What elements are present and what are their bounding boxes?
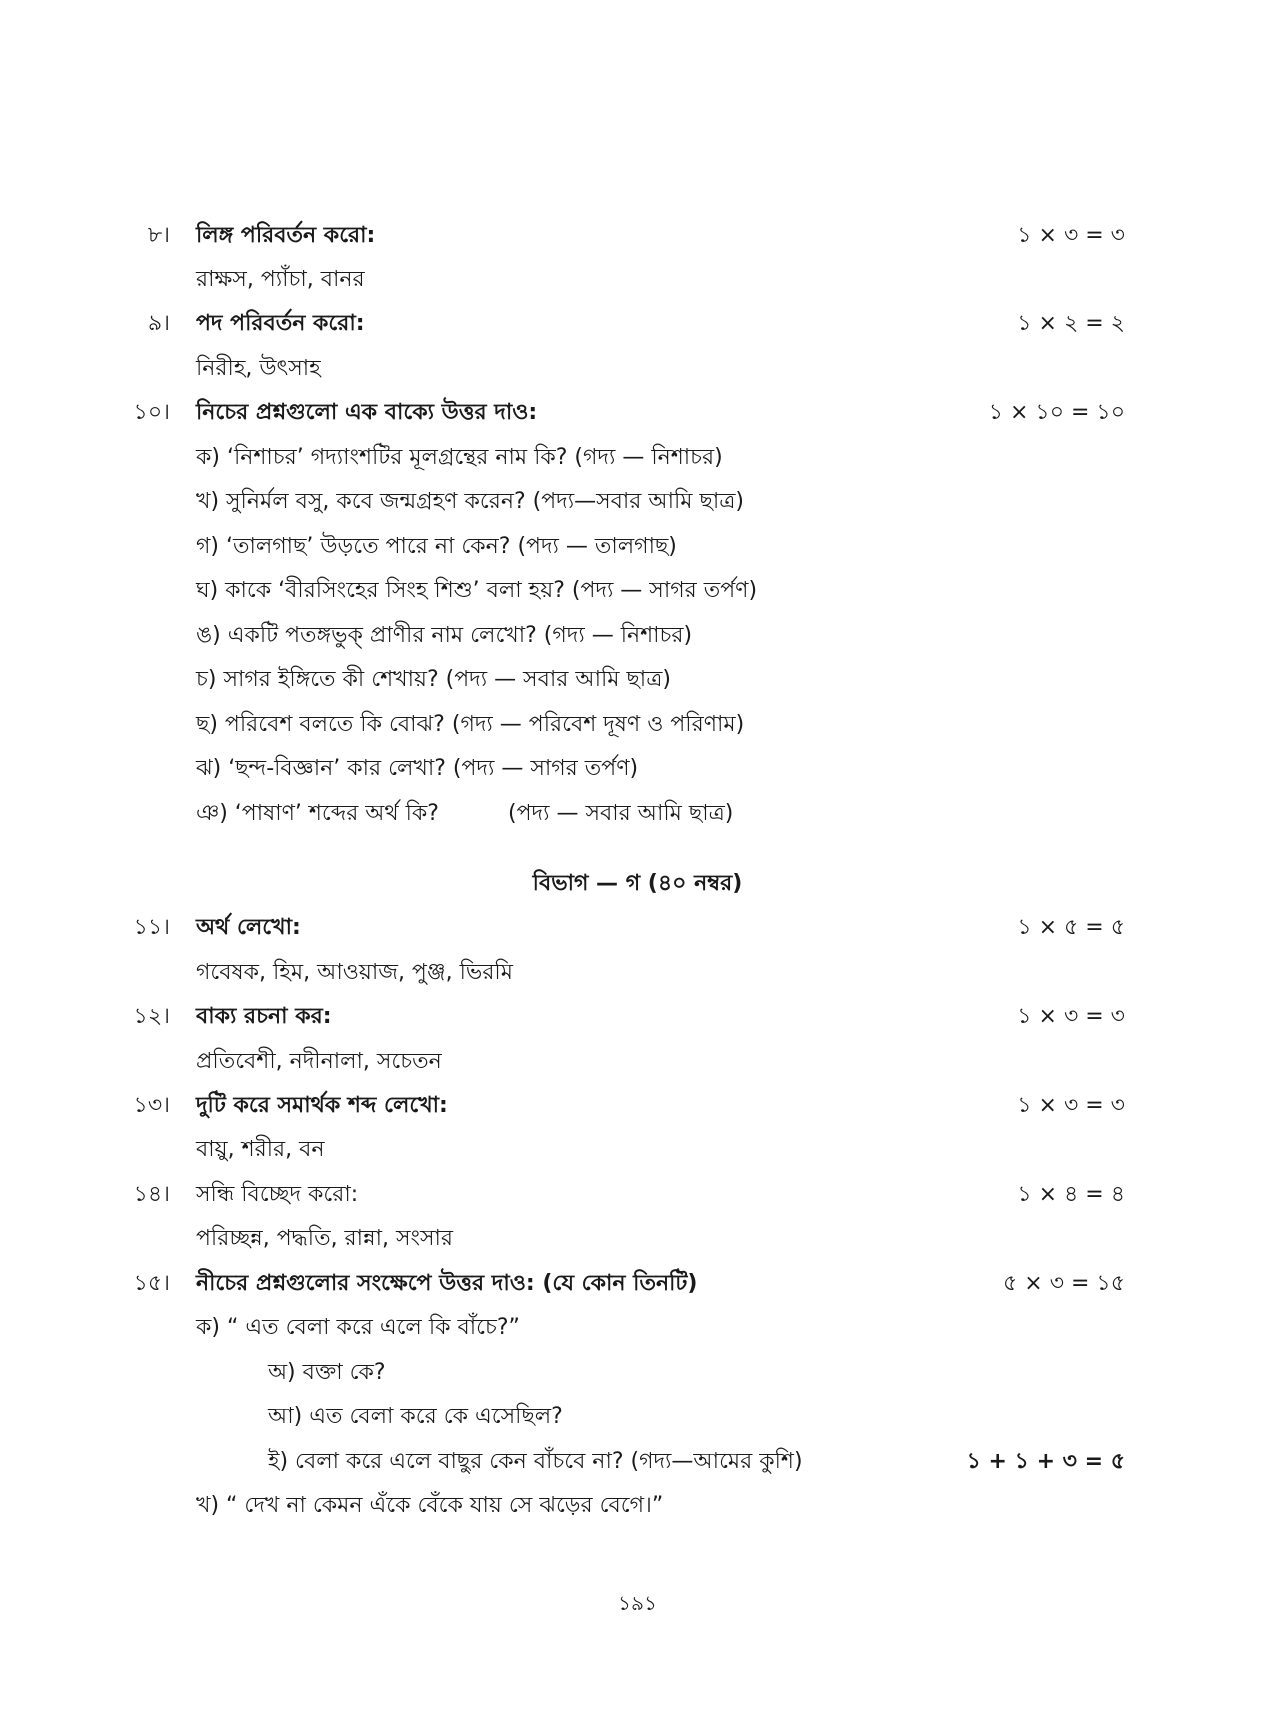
list-item: [0, 527, 1275, 567]
question-number: ১৩।: [133, 1093, 170, 1118]
list-item: [0, 1397, 1275, 1437]
question-12-content: [0, 1042, 1275, 1082]
list-item: [0, 482, 1275, 522]
question-marks: ১ × ১০ = ১০: [988, 400, 1125, 425]
sub-question: গ) ‘তালগাছ’ উড়তে পারে না কেন? (পদ্য — তালগাছ): [196, 534, 677, 559]
section-heading: বিভাগ — গ (৪০ নম্বর): [532, 871, 743, 896]
question-8-content: [0, 260, 1275, 300]
question-11: [0, 908, 1275, 948]
question-9: [0, 304, 1275, 344]
question-title: অর্থ লেখো:: [196, 915, 301, 940]
sub-question: ঘ) কাকে ‘বীরসিংহের সিংহ শিশু’ বলা হয়? (পদ্য — সাগর তর্পণ): [196, 578, 758, 603]
question-number: ৮।: [147, 223, 170, 248]
question-15: [0, 1264, 1275, 1304]
sub-sub-question: অ) বক্তা কে?: [268, 1360, 386, 1385]
list-item: [0, 1353, 1275, 1393]
question-marks: ৫ × ৩ = ১৫: [1003, 1271, 1125, 1296]
list-item: [0, 1308, 1275, 1348]
question-title: লিঙ্গ পরিবর্তন করো:: [196, 223, 376, 248]
list-item: [0, 794, 1275, 834]
question-12: [0, 997, 1275, 1037]
question-number: ১২।: [133, 1004, 170, 1029]
question-title: পদ পরিবর্তন করো:: [196, 311, 365, 336]
question-8: [0, 216, 1275, 256]
list-item: [0, 438, 1275, 478]
list-item: [0, 616, 1275, 656]
sub-question: ঙ) একটি পতঙ্গভুক্ প্রাণীর নাম লেখো? (গদ্য — নিশাচর): [196, 623, 693, 648]
list-item: [0, 749, 1275, 789]
sub-question: ঝ) ‘ছন্দ-বিজ্ঞান’ কার লেখা? (পদ্য — সাগর তর্পণ): [196, 756, 639, 781]
question-9-content: [0, 349, 1275, 389]
question-number: ৯।: [147, 311, 170, 336]
list-item: [0, 571, 1275, 611]
question-title: দুটি করে সমার্থক শব্দ লেখো:: [196, 1093, 448, 1118]
page-number: ১৯১: [618, 1591, 657, 1615]
question-title: সন্ধি বিচ্ছেদ করো:: [196, 1182, 359, 1207]
sub-question: ছ) পরিবেশ বলতে কি বোঝ? (গদ্য — পরিবেশ দূষণ ও পরিণাম): [196, 712, 745, 737]
list-item: [0, 705, 1275, 745]
question-number: ১৫।: [133, 1271, 170, 1296]
list-item: [0, 660, 1275, 700]
list-item: [0, 1442, 1275, 1482]
question-marks: ১ × ২ = ২: [1017, 311, 1125, 336]
sub-question: ক) “ এত বেলা করে এলে কি বাঁচে?”: [196, 1315, 520, 1340]
sub-question-marks: ১ + ১ + ৩ = ৫: [966, 1449, 1125, 1474]
question-marks: ১ × ৩ = ৩: [1017, 1093, 1125, 1118]
list-item: [0, 1486, 1275, 1526]
sub-sub-question: ই) বেলা করে এলে বাছুর কেন বাঁচবে না? (গদ্য—আমের কুশি): [268, 1449, 803, 1474]
question-number: ১১।: [133, 915, 170, 940]
question-content: বায়ু, শরীর, বন: [196, 1137, 325, 1162]
question-13: [0, 1086, 1275, 1126]
question-content: গবেষক, হিম, আওয়াজ, পুঞ্জ, ভিরমি: [196, 960, 513, 985]
question-content: রাক্ষস, প্যাঁচা, বানর: [196, 267, 365, 292]
question-number: ১৪।: [133, 1182, 170, 1207]
question-content: পরিচ্ছন্ন, পদ্ধতি, রান্না, সংসার: [196, 1226, 453, 1251]
sub-question: ঞ) ‘পাষাণ’ শব্দের অর্থ কি?: [196, 801, 439, 826]
question-content: নিরীহ, উৎসাহ: [196, 356, 321, 381]
question-marks: ১ × ৩ = ৩: [1017, 223, 1125, 248]
question-title: নিচের প্রশ্নগুলো এক বাক্যে উত্তর দাও:: [196, 400, 538, 425]
question-marks: ১ × ৫ = ৫: [1017, 915, 1125, 940]
question-11-content: [0, 953, 1275, 993]
question-14: [0, 1175, 1275, 1215]
question-13-content: [0, 1130, 1275, 1170]
question-number: ১০।: [133, 400, 170, 425]
sub-question: ক) ‘নিশাচর’ গদ্যাংশটির মূলগ্রন্থের নাম কি? (গদ্য — নিশাচর): [196, 445, 723, 470]
question-14-content: [0, 1219, 1275, 1259]
sub-question: খ) সুনির্মল বসু, কবে জন্মগ্রহণ করেন? (পদ্য—সবার আমি ছাত্র): [196, 489, 744, 514]
question-title: নীচের প্রশ্নগুলোর সংক্ষেপে উত্তর দাও: (যে কোন তিনটি): [196, 1271, 698, 1296]
sub-question: খ) “ দেখ না কেমন এঁকে বেঁকে যায় সে ঝড়ের বেগে।”: [196, 1493, 664, 1518]
question-marks: ১ × ৪ = ৪: [1017, 1182, 1125, 1207]
question-10: [0, 393, 1275, 433]
sub-sub-question: আ) এত বেলা করে কে এসেছিল?: [268, 1404, 563, 1429]
question-content: প্রতিবেশী, নদীনালা, সচেতন: [196, 1049, 442, 1074]
question-title: বাক্য রচনা কর:: [196, 1004, 332, 1029]
sub-question-reference: (পদ্য — সবার আমি ছাত্র): [508, 801, 734, 826]
question-marks: ১ × ৩ = ৩: [1017, 1004, 1125, 1029]
sub-question: চ) সাগর ইঙ্গিতে কী শেখায়? (পদ্য — সবার আমি ছাত্র): [196, 667, 671, 692]
